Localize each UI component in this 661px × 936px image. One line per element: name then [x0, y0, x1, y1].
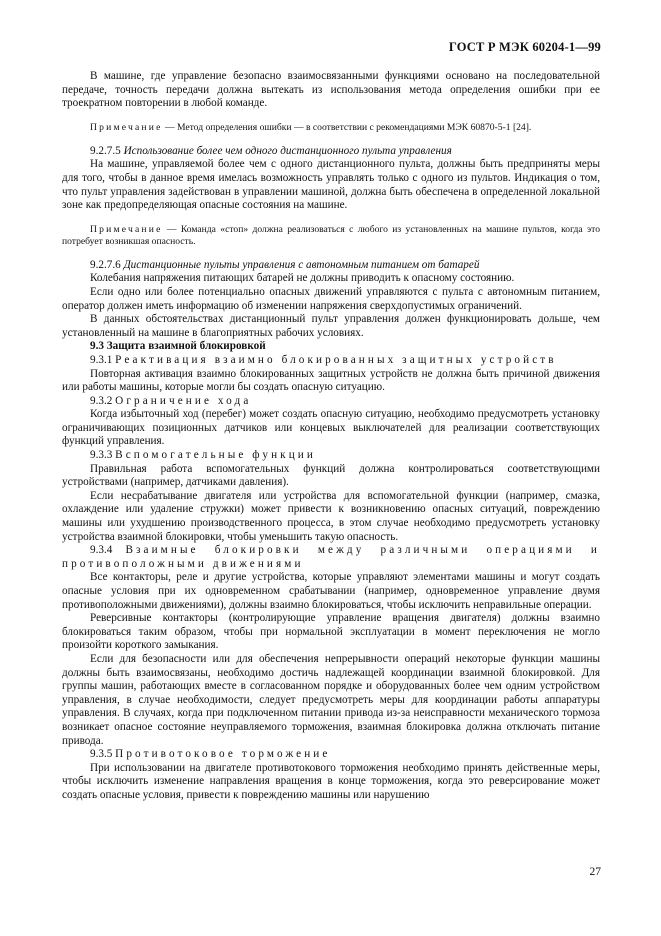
section-heading-9-3-2: [62, 395, 600, 409]
section-title: Взаимные блокировки между различными операциями и противоположными движениями: [62, 544, 600, 570]
paragraph: При использовании на двигателе противотокового торможения необходимо принять действенные меры, чтобы исключить изменение направления вращения в конце торможения, когда это реверсирование может создать опасные условия, привести к повреждению машины или нарушению: [62, 761, 600, 801]
section-number: 9.3.1: [90, 353, 116, 366]
paragraph: Когда избыточный ход (перебег) может создать опасную ситуацию, необходимо предусмотреть установку ограничивающих позиционных датчиков или концевых выключателей для реализации соответствующих функций управления.: [62, 408, 600, 448]
section-title: Дистанционные пульты управления с автономным питанием от батарей: [123, 258, 480, 271]
section-heading-9-3-3: [62, 449, 600, 463]
page-number: 27: [589, 866, 601, 878]
note-label: Примечание: [90, 121, 163, 133]
paragraph: В данных обстоятельствах дистанционный пульт управления должен функционировать дольше, чем установленный на машине в благоприятных рабочих условиях.: [62, 313, 600, 339]
section-title: Использование более чем одного дистанционного пульта управления: [123, 144, 452, 157]
note-label: Примечание: [90, 223, 163, 235]
section-title: Реактивация взаимно блокированных защитных устройств: [115, 353, 557, 366]
paragraph: Все контакторы, реле и другие устройства, которые управляют элементами машины и могут создать опасные условия при их одновременном срабатывании (например, одновременное управление двумя противоположными движениями), должны взаимно блокироваться, чтобы исключить неправильные операции.: [62, 571, 600, 611]
section-heading-9-3-1: [62, 354, 600, 368]
section-title: Ограничение хода: [115, 394, 252, 407]
paragraph: Если для безопасности или для обеспечения непрерывности операций некоторые функции машины должны быть взаимосвязаны, необходимо достичь надлежащей координации взаимной блокировкой. Для группы машин, работающих вместе в согласованном порядке и оборудованных более чем одним устройством управления, в случае необходимости, следует предусмотреть меры для координации работы аппаратуры управления. В случаях, когда при подключенном питании привода из-за неисправности механического тормоза возникает опасное состояние неуправляемого торможения, взаимная блокировка должна отключать питание привода.: [62, 652, 600, 747]
page-body: [62, 70, 600, 803]
section-number: 9.2.7.5: [90, 144, 124, 157]
section-number: 9.2.7.6: [90, 258, 124, 271]
paragraph: Правильная работа вспомогательных функций должна контролироваться соответствующими устройствами (например, датчиками давления).: [62, 462, 600, 489]
section-number: 9.3.5: [90, 748, 116, 761]
section-heading-9-2-7-5: [62, 145, 600, 159]
note: [62, 224, 600, 248]
note-text: — Метод определения ошибки — в соответствии с рекомендациями МЭК 60870-5-1 [24].: [162, 121, 532, 133]
paragraph: В машине, где управление безопасно взаимосвязанными функциями основано на последовательной передаче, точность передачи должна вытекать из использования метода определения ошибки при ее троекратном повторении в любой команде.: [62, 70, 600, 110]
section-number: 9.3.3: [90, 449, 116, 462]
paragraph: Если одно или более потенциально опасных движений управляются с пульта с автономным питанием, оператор должен иметь информацию об изменении напряжения сверхдопустимых ограничений.: [62, 285, 600, 312]
section-heading-9-3-5: [62, 748, 600, 762]
paragraph: Если несрабатывание двигателя или устройства для вспомогательной функции (например, смазка, охлаждение или удаление стружки) может привести к возникновению опасных ситуаций, повреждению машины или ухудшению производственного процесса, в этом случае необходимо предусмотреть установку устройства взаимной блокировки, чтобы уменьшить такую опасность.: [62, 489, 600, 543]
section-number: 9.3.4: [90, 544, 126, 557]
paragraph: Колебания напряжения питающих батарей не должны приводить к опасному состоянию.: [90, 272, 515, 285]
section-heading-9-3: 9.3 Защита взаимной блокировкой: [90, 340, 266, 353]
section-heading-9-2-7-6: [62, 259, 600, 273]
paragraph: На машине, управляемой более чем с одного дистанционного пульта, должны быть предприняты меры для того, чтобы в данное время имелась возможность управлять только с одного из пультов. Индикация о том, что пульт управления задействован в управлении машиной, должна быть обеспечена в определенной локальной зоне как предопределяющая опасные состояния на машине.: [62, 158, 600, 212]
section-title: Противотоковое торможение: [115, 748, 331, 761]
section-title: Вспомогательные функции: [115, 449, 316, 462]
note-text: — Команда «стоп» должна реализоваться с любого из установленных на машине пультов, когда это потребует возникшая опасность.: [62, 223, 600, 247]
section-number: 9.3.2: [90, 394, 116, 407]
document-header: ГОСТ Р МЭК 60204-1—99: [448, 40, 601, 54]
note: [62, 122, 600, 134]
section-heading-9-3-4: [62, 544, 600, 571]
paragraph: Реверсивные контакторы (контролирующие управление вращения двигателя) должны взаимно блокироваться таким образом, чтобы при нормальной эксплуатации в момент переключения не могло произойти короткого замыкания.: [62, 612, 600, 652]
paragraph: Повторная активация взаимно блокированных защитных устройств не должна быть причиной движения или работы машины, которые могли бы создать опасную ситуацию.: [62, 367, 600, 394]
